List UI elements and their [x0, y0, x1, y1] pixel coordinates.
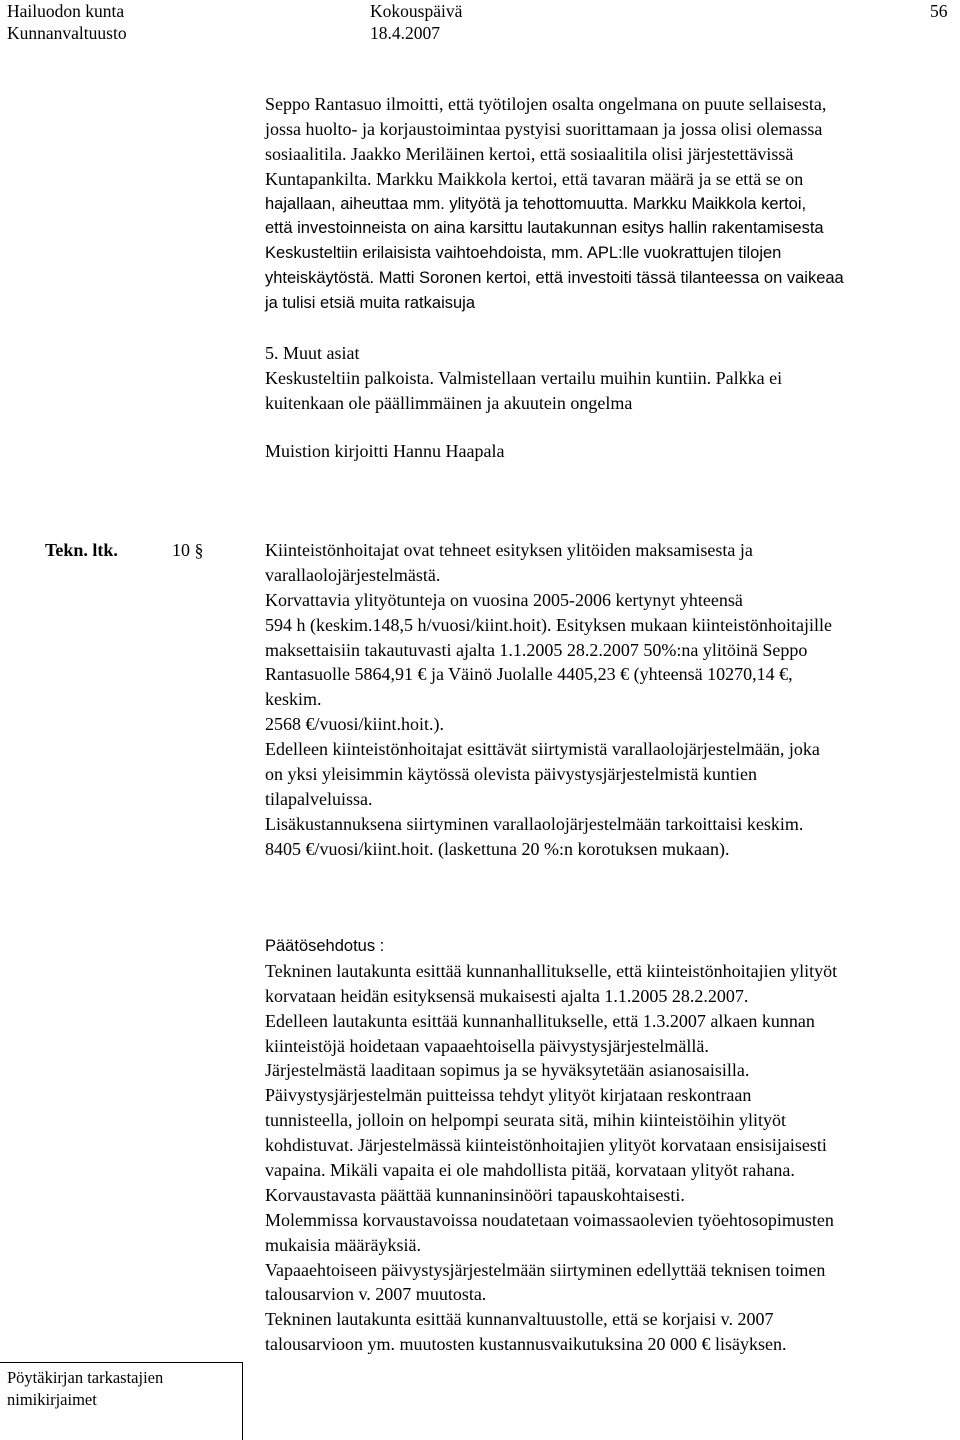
inspector-initials-label: Pöytäkirjan tarkastajien	[7, 1368, 164, 1387]
text-line: jossa huolto- ja korjaustoimintaa pystyisi suorittamaan ja jossa olisi olemassa	[265, 118, 823, 139]
text-line: talousarvion v. 2007 muutosta.	[265, 1284, 487, 1305]
page-number: 56	[930, 1, 948, 21]
text-line: Järjestelmästä laaditaan sopimus ja se hyväksytetään asianosaisilla.	[265, 1060, 750, 1081]
text-line: Keskusteltiin palkoista. Valmistellaan vertailu muihin kuntiin. Palkka ei	[265, 367, 783, 388]
text-line: Tekninen lautakunta esittää kunnanvaltuustolle, että se korjaisi v. 2007	[265, 1309, 774, 1330]
muut-asiat-section	[265, 341, 955, 416]
text-line: kuitenkaan ole päällimmäinen ja akuutein ongelma	[265, 392, 633, 413]
text-line: talousarvioon ym. muutosten kustannusvaikutuksina 20 000 € lisäyksen.	[265, 1334, 787, 1355]
minutes-author	[265, 439, 955, 464]
text-line: yhteiskäytöstä. Matti Soronen kertoi, että investoiti tässä tilanteessa on vaikeaa	[265, 269, 844, 288]
decision-heading: Päätösehdotus :	[265, 937, 385, 955]
decision-proposal	[265, 934, 955, 1357]
text-line: mukaisia määräyksiä.	[265, 1234, 421, 1255]
text-line: tunnisteella, jolloin on helpompi seurata sitä, mihin kiinteistöihin ylityöt	[265, 1110, 786, 1131]
text-line: vapaina. Mikäli vapaita ei ole mahdollista pitää, korvataan ylityöt rahana.	[265, 1160, 795, 1181]
text-line: Kiinteistönhoitajat ovat tehneet esityksen ylitöiden maksamisesta ja	[265, 540, 753, 560]
text-line: keskim.	[265, 689, 322, 710]
minutes-paragraph	[265, 92, 955, 316]
inspector-initials-label-2: nimikirjaimet	[7, 1390, 97, 1409]
text-line: ja tulisi etsiä muita ratkaisuja	[265, 294, 476, 313]
text-line: varallaolojärjestelmästä.	[265, 564, 441, 585]
text-line: Päivystysjärjestelmän puitteissa tehdyt ylityöt kirjataan reskontraan	[265, 1085, 752, 1106]
text-line: kiinteistöjä hoidetaan vapaaehtoisella päivystysjärjestelmällä.	[265, 1035, 709, 1056]
text-line: Molemmissa korvaustavoissa noudatetaan voimassaolevien työehtosopimusten	[265, 1209, 834, 1230]
text-line: 8405 €/vuosi/kiint.hoit. (laskettuna 20 %:n korotuksen mukaan).	[265, 838, 730, 859]
text-line: Kuntapankilta. Markku Maikkola kertoi, että tavaran määrä ja se että se on	[265, 168, 804, 189]
text-line: sosiaalitila. Jaakko Meriläinen kertoi, että sosiaalitila olisi järjestettävissä	[265, 143, 794, 164]
section-10-body	[265, 538, 955, 862]
header-body: Kunnanvaltuusto	[7, 23, 127, 43]
section-heading: 5. Muut asiat	[265, 343, 360, 363]
text-line: Korvattavia ylityötunteja on vuosina 2005-2006 kertynyt yhteensä	[265, 589, 743, 610]
text-line: kohdistuvat. Järjestelmässä kiinteistönhoitajien ylityöt korvataan ensisijaisesti	[265, 1135, 827, 1156]
author-line: Muistion kirjoitti Hannu Haapala	[265, 441, 505, 461]
text-line: hajallaan, aiheuttaa mm. ylityötä ja tehottomuutta. Markku Maikkola kertoi,	[265, 194, 807, 213]
header-date: 18.4.2007	[370, 23, 440, 43]
text-line: Seppo Rantasuo ilmoitti, että työtilojen osalta ongelmana on puute sellaisesta,	[265, 94, 827, 114]
text-line: 594 h (keskim.148,5 h/vuosi/kiint.hoit). Esityksen mukaan kiinteistönhoitajille	[265, 614, 832, 635]
text-line: Vapaaehtoiseen päivystysjärjestelmään siirtyminen edellyttää teknisen toimen	[265, 1259, 826, 1280]
text-line: korvataan heidän esityksensä mukaisesti ajalta 1.1.2005 28.2.2007.	[265, 985, 749, 1006]
text-line: Tekninen lautakunta esittää kunnanhallitukselle, että kiinteistönhoitajien ylityöt	[265, 960, 838, 981]
text-line: että investoinneista on aina karsittu lautakunnan esitys hallin rakentamisesta	[265, 219, 824, 238]
inspector-initials-box	[0, 1362, 243, 1440]
text-line: tilapalveluissa.	[265, 788, 373, 809]
text-line: Edelleen lautakunta esittää kunnanhallitukselle, että 1.3.2007 alkaen kunnan	[265, 1010, 815, 1031]
text-line: Edelleen kiinteistönhoitajat esittävät siirtymistä varallaolojärjestelmään, joka	[265, 739, 820, 760]
header-date-label: Kokouspäivä	[370, 1, 463, 21]
text-line: Rantasuolle 5864,91 € ja Väinö Juolalle 4405,23 € (yhteensä 10270,14 €,	[265, 664, 793, 685]
section-label: Tekn. ltk.	[45, 540, 118, 560]
text-line: maksettaisiin takautuvasti ajalta 1.1.2005 28.2.2007 50%:na ylitöinä Seppo	[265, 639, 808, 660]
text-line: Korvaustavasta päättää kunnaninsinööri tapauskohtaisesti.	[265, 1184, 685, 1205]
header-org: Hailuodon kunta	[7, 1, 125, 21]
text-line: 2568 €/vuosi/kiint.hoit.).	[265, 714, 445, 735]
section-number: 10 §	[172, 540, 204, 560]
text-line: on yksi yleisimmin käytössä olevista päivystysjärjestelmistä kuntien	[265, 764, 757, 785]
text-line: Keskusteltiin erilaisista vaihtoehdoista, mm. APL:lle vuokrattujen tilojen	[265, 244, 782, 263]
text-line: Lisäkustannuksena siirtyminen varallaolojärjestelmään tarkoittaisi keskim.	[265, 813, 804, 834]
